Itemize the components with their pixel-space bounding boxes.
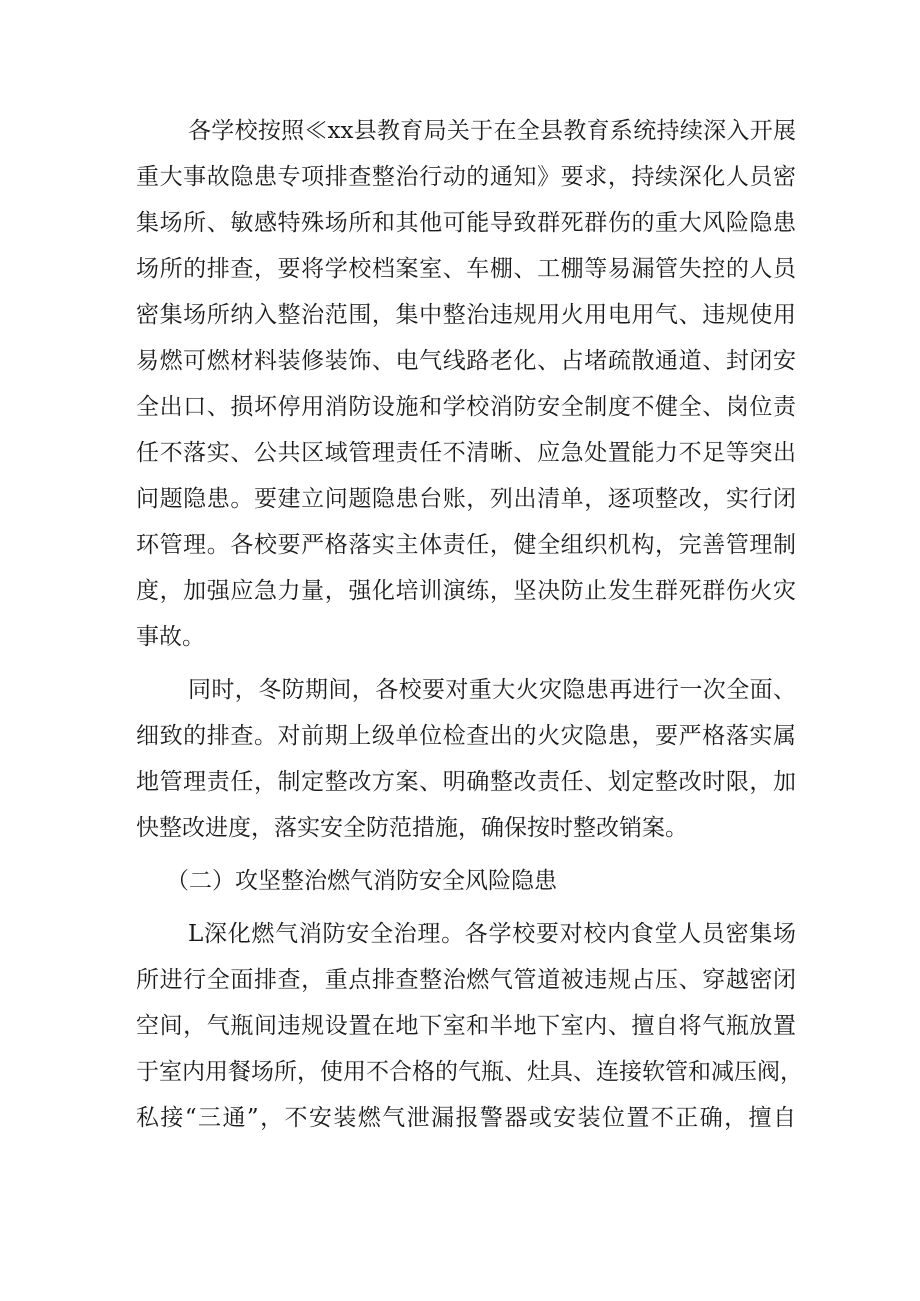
text-line: 集场所、敏感特殊场所和其他可能导致群死群伤的重大风险隐患 [136,210,796,236]
text-line: L深化燃气消防安全治理。各学校要对校内食堂人员密集场 [188,921,796,947]
text-line: 重大事故隐患专项排查整治行动的通知》要求，持续深化人员密 [136,164,796,190]
text-line: 所进行全面排查，重点排查整治燃气管道被违规占压、穿越密闭 [136,967,796,993]
section-heading: （二）攻坚整治燃气消防安全风险隐患 [166,868,557,894]
text-line: 问题隐患。要建立问题隐患台账，列出清单，逐项整改，实行闭 [136,486,796,512]
text-line: 空间，气瓶间违规设置在地下室和半地下室内、擅自将气瓶放置 [136,1013,796,1039]
text-line: 地管理责任，制定整改方案、明确整改责任、划定整改时限，加 [136,769,796,795]
text-line: 快整改进度，落实安全防范措施，确保按时整改销案。 [136,815,688,841]
text-line: 环管理。各校要严格落实主体责任，健全组织机构，完善管理制 [136,532,796,558]
text-line: 私接“三通”，不安装燃气泄漏报警器或安装位置不正确，擅自 [136,1105,796,1131]
text-line: 各学校按照≪xx县教育局关于在全县教育系统持续深入开展 [188,118,796,144]
text-line: 易燃可燃材料装修装饰、电气线路老化、占堵疏散通道、封闭安 [136,348,796,374]
text-line: 于室内用餐场所，使用不合格的气瓶、灶具、连接软管和减压阀， [136,1059,803,1085]
text-line: 场所的排查，要将学校档案室、车棚、工棚等易漏管失控的人员 [136,256,796,282]
text-line: 度，加强应急力量，强化培训演练，坚决防止发生群死群伤火灾 [136,578,796,604]
text-line: 密集场所纳入整治范围，集中整治违规用火用电用气、违规使用 [136,302,796,328]
text-line: 事故。 [136,624,205,650]
text-line: 细致的排查。对前期上级单位检查出的火灾隐患，要严格落实属 [136,723,796,749]
text-line: 任不落实、公共区域管理责任不清晰、应急处置能力不足等突出 [136,440,796,466]
text-line: 全出口、损坏停用消防设施和学校消防安全制度不健全、岗位责 [136,394,796,420]
text-line: 同时，冬防期间，各校要对重大火灾隐患再进行一次全面、 [188,677,796,703]
